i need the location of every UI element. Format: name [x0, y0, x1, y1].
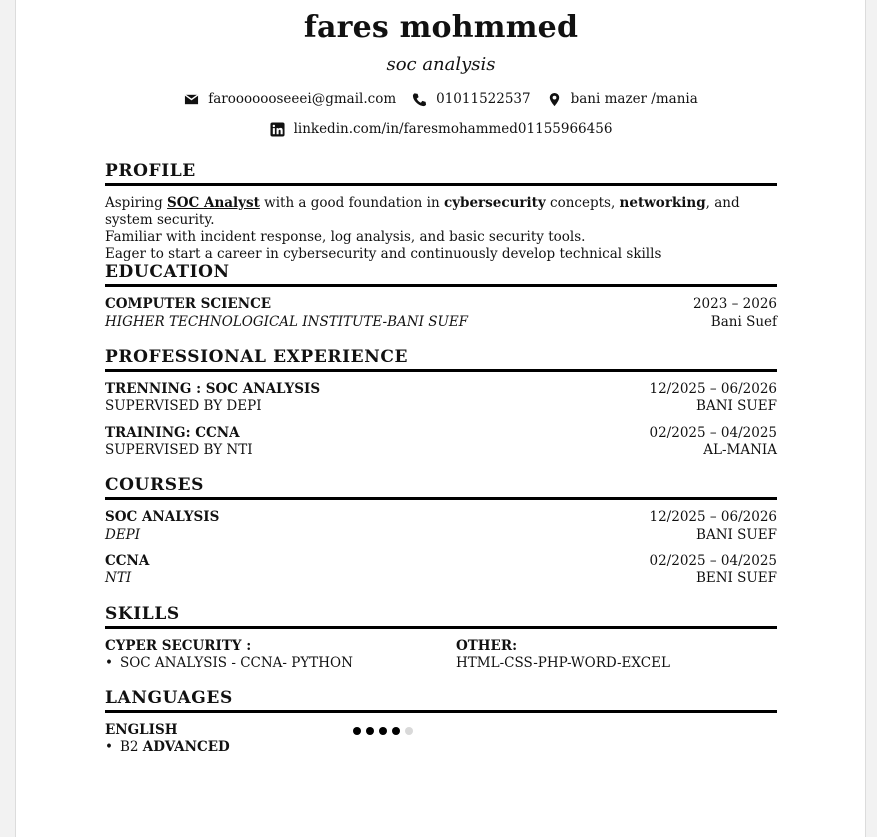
language-level-label: ADVANCED	[142, 739, 230, 755]
envelope-icon	[184, 92, 199, 107]
rating-dot-filled	[366, 727, 374, 735]
skills-cyber-title: CYPER SECURITY :	[105, 638, 252, 654]
course-dates: 02/2025 – 04/2025	[649, 553, 777, 569]
contact-phone[interactable]	[412, 91, 530, 107]
profile-highlight: cybersecurity	[443, 195, 546, 211]
course-name: CCNA	[105, 553, 150, 569]
section-heading-courses: COURSES	[105, 474, 777, 500]
experience-city: BANI SUEF	[696, 398, 777, 414]
section-heading-languages: LANGUAGES	[105, 687, 777, 713]
skills-cyber-item: • SOC ANALYSIS - CCNA- PYTHON	[105, 655, 353, 672]
experience-row	[105, 425, 777, 442]
profile-text-part: with a good foundation in	[259, 195, 444, 211]
resume-page	[16, 0, 865, 837]
experience-city: AL-MANIA	[703, 442, 777, 458]
contact-row-2	[105, 121, 777, 137]
course-city: BANI SUEF	[696, 527, 777, 543]
experience-row	[105, 381, 777, 398]
experience-row-2	[105, 398, 777, 415]
language-name: ENGLISH	[105, 722, 178, 738]
course-name: SOC ANALYSIS	[105, 509, 220, 525]
language-level	[105, 739, 230, 756]
linkedin-icon	[270, 122, 285, 137]
section-heading-skills: SKILLS	[105, 603, 777, 629]
course-row	[105, 509, 777, 526]
skills-cyber	[105, 638, 353, 672]
contact-location	[547, 91, 698, 107]
location-pin-icon	[547, 92, 562, 107]
profile-highlight-role: SOC Analyst	[167, 195, 260, 211]
education-row-2	[105, 314, 777, 331]
person-name: fares mohmmed	[303, 10, 579, 45]
language-english	[105, 722, 230, 756]
email-text[interactable]: farooooooseeei@gmail.com	[208, 91, 397, 107]
experience-role: TRENNING : SOC ANALYSIS	[105, 381, 321, 397]
experience-org: SUPERVISED BY NTI	[105, 442, 253, 458]
skills-other-title: OTHER:	[456, 638, 518, 654]
section-heading-experience: PROFESSIONAL EXPERIENCE	[105, 346, 777, 372]
education-dates: 2023 – 2026	[692, 296, 777, 312]
degree: COMPUTER SCIENCE	[105, 296, 272, 312]
location-text: bani mazer /mania	[570, 91, 698, 107]
rating-dot-filled	[392, 727, 400, 735]
institute: HIGHER TECHNOLOGICAL INSTITUTE-BANI SUEF	[105, 314, 469, 330]
experience-dates: 02/2025 – 04/2025	[649, 425, 777, 441]
course-org: NTI	[105, 570, 132, 586]
contact-email[interactable]	[184, 91, 396, 107]
contact-row	[105, 91, 777, 107]
profile-line-3: Eager to start a career in cybersecurity and continuously develop technical skills	[105, 246, 662, 262]
course-city: BENI SUEF	[695, 570, 777, 586]
language-rating	[353, 727, 413, 735]
experience-row-2	[105, 442, 777, 459]
job-title: soc analysis	[386, 54, 496, 75]
rating-dot-filled	[353, 727, 361, 735]
profile-text-part: , and system security.	[105, 195, 740, 228]
profile-line-1	[105, 195, 777, 229]
contact-linkedin[interactable]	[270, 121, 613, 137]
course-row-2	[105, 527, 777, 544]
linkedin-text[interactable]: linkedin.com/in/faresmohammed01155966456	[293, 121, 613, 137]
course-org: DEPI	[105, 527, 141, 543]
phone-text[interactable]: 01011522537	[436, 91, 531, 107]
language-level-code: B2	[119, 739, 143, 755]
profile-highlight: networking	[619, 195, 706, 211]
section-heading-education: EDUCATION	[105, 261, 777, 287]
skills-other	[456, 638, 670, 672]
profile-text-part: Aspiring	[105, 195, 168, 211]
course-row-2	[105, 570, 777, 587]
course-dates: 12/2025 – 06/2026	[649, 509, 777, 525]
rating-dot-empty	[405, 727, 413, 735]
course-row	[105, 553, 777, 570]
skills-other-item: HTML-CSS-PHP-WORD-EXCEL	[456, 655, 670, 671]
education-city: Bani Suef	[710, 314, 777, 330]
section-heading-profile: PROFILE	[105, 160, 777, 186]
profile-text-part: concepts,	[545, 195, 620, 211]
education-row	[105, 296, 777, 313]
phone-icon	[412, 92, 427, 107]
profile-line-2: Familiar with incident response, log analysis, and basic security tools.	[105, 229, 586, 245]
experience-dates: 12/2025 – 06/2026	[649, 381, 777, 397]
experience-role: TRAINING: CCNA	[105, 425, 240, 441]
rating-dot-filled	[379, 727, 387, 735]
experience-org: SUPERVISED BY DEPI	[105, 398, 262, 414]
profile-summary	[105, 195, 777, 263]
